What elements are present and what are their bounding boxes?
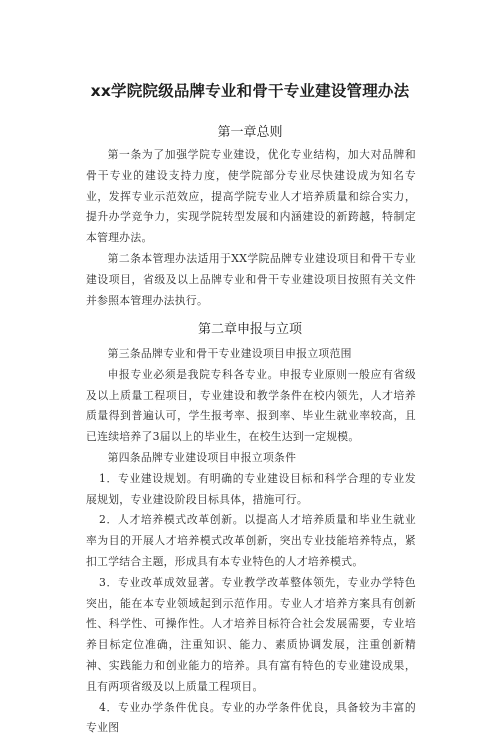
numbered-item: 1．专业建设规划。有明确的专业建设目标和科学合理的专业发展规划，专业建设阶段目标具体，措施可行。 [86,471,416,506]
paragraph: 第一条为了加强学院专业建设，优化专业结构，加大对品牌和骨干专业的建设支持力度，使学院部分专业尽快建设成为知名专业，发挥专业示范效应，提高学院专业人才培养质量和综合实力，提升办学竞争力，实现学院转型发展和内涵建设的新跨越，特制定本管理办法。 [86,148,416,245]
chapter-2-heading: 第二章申报与立项 [197,322,302,337]
chapter-1-body [86,145,416,311]
paragraph: 申报专业必须是我院专科各专业。申报专业原则一般应有省级及以上质量工程项目，专业建设和教学条件在校内领先，人才培养质量得到普遍认可，学生报考率、报到率、毕业生就业率较高，且已连续培养了3届以上的毕业生，在校生达到一定规模。 [86,367,416,444]
paragraph: 第三条品牌专业和骨干专业建设项目申报立项范围 [107,347,352,360]
paragraph: 第四条品牌专业建设项目申报立项条件 [107,450,297,464]
numbered-item: 2．人才培养模式改革创新。以提高人才培养质量和毕业生就业率为目的开展人才培养模式改革创新，突出专业技能培养特点，紧扣工学结合主题，形成具有本专业特色的人才培养模式。 [86,513,416,568]
chapter-2-body [86,344,416,739]
numbered-item: 3．专业改革成效显著。专业教学改革整体领先，专业办学特色突出，能在本专业领域起到示范作用。专业人才培养方案具有创新性、科学性、可操作性。人才培养目标符合社会发展需要，专业培养目标定位准确，注重知识、能力、素质协调发展，注重创新精神、实践能力和创业能力的培养。具有富有特色的专业建设成果，且有两项省级及以上质量工程项目。 [86,575,416,693]
chapter-1-heading: 第一章总则 [217,125,283,140]
numbered-item: 4．专业办学条件优良。专业的办学条件优良，具备较为丰富的专业图 [86,700,416,735]
paragraph: 第二条本管理办法适用于XX学院品牌专业建设项目和骨干专业建设项目，省级及以上品牌专业和骨干专业建设项目按照有关文件并参照本管理办法执行。 [86,251,416,307]
document-title: xx学院院级品牌专业和骨干专业建设管理办法 [90,82,410,100]
